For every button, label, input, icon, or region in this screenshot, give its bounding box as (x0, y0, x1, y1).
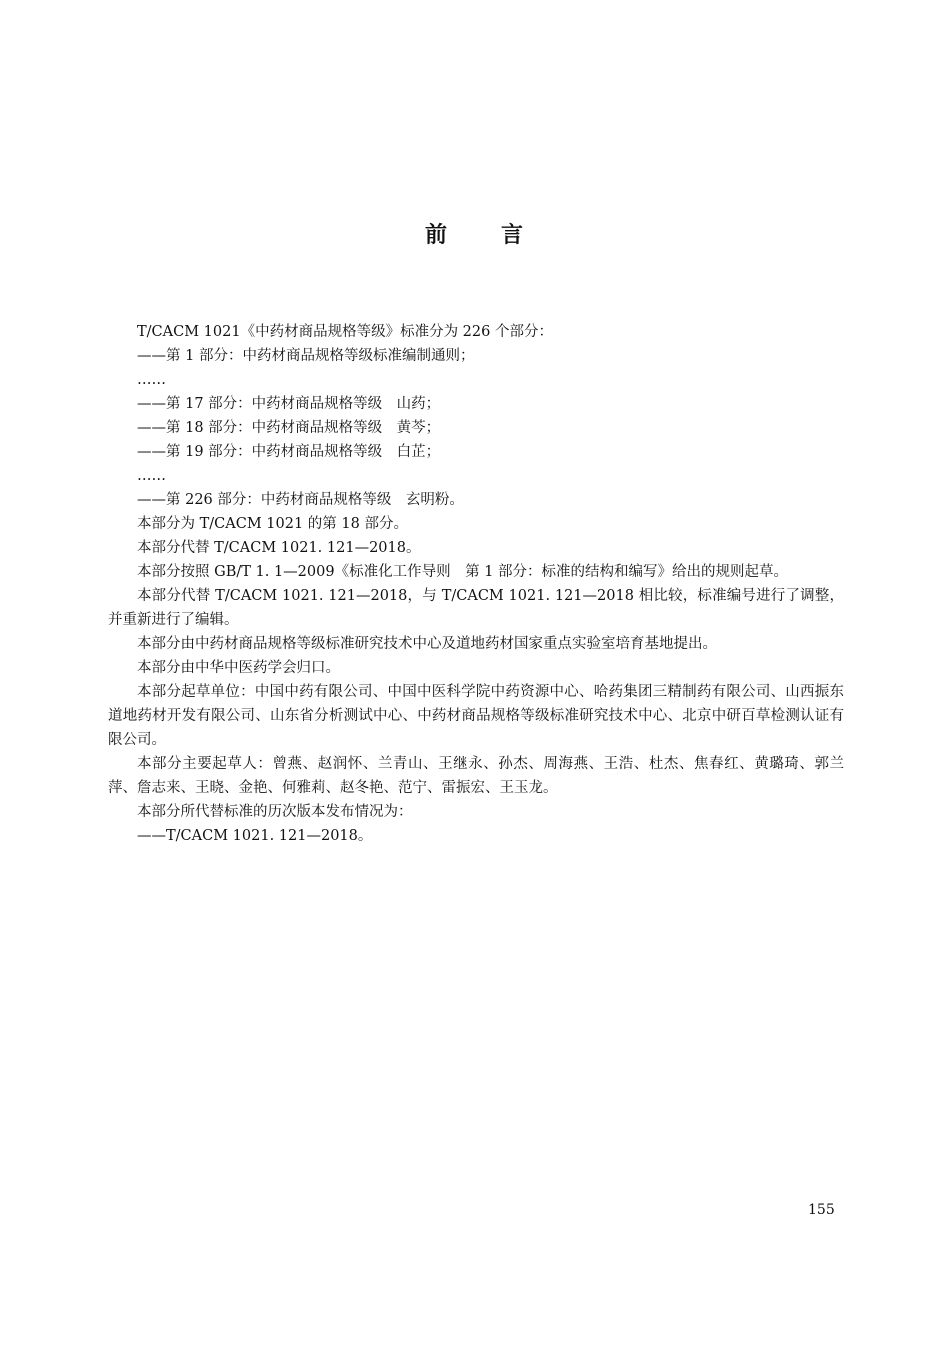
paragraph-drafting-units: 本部分起草单位：中国中药有限公司、中国中医科学院中药资源中心、哈药集团三精制药有限公司、山西振东道地药材开发有限公司、山东省分析测试中心、中药材商品规格等级标准研究技术中心、北京中研百草检测认证有限公司。 (108, 684, 844, 748)
paragraph-drafters: 本部分主要起草人：曾燕、赵润怀、兰青山、王继永、孙杰、周海燕、王浩、杜杰、焦春红、黄璐琦、郭兰萍、詹志来、王晓、金艳、何雅莉、赵冬艳、范宁、雷振宏、王玉龙。 (108, 756, 844, 796)
list-item-part-1: ——第 1 部分：中药材商品规格等级标准编制通则； (137, 348, 475, 364)
title-char-2: 言 (501, 223, 526, 248)
paragraph-parts-intro: T/CACM 1021《中药材商品规格等级》标准分为 226 个部分： (137, 324, 553, 340)
list-item-part-19: ——第 19 部分：中药材商品规格等级 白芷； (137, 444, 441, 460)
list-ellipsis-1: …… (137, 372, 166, 388)
list-item-part-18: ——第 18 部分：中药材商品规格等级 黄芩； (137, 420, 441, 436)
list-item-part-17: ——第 17 部分：中药材商品规格等级 山药； (137, 396, 441, 412)
page-number: 155 (808, 1202, 835, 1218)
paragraph-administered-by: 本部分由中华中医药学会归口。 (137, 660, 340, 676)
title-char-1: 前 (424, 223, 449, 248)
paragraph-part-number: 本部分为 T/CACM 1021 的第 18 部分。 (137, 516, 408, 532)
list-item-history: ——T/CACM 1021. 121—2018。 (137, 828, 373, 844)
paragraph-replaces: 本部分代替 T/CACM 1021. 121—2018。 (137, 540, 421, 556)
paragraph-history-intro: 本部分所代替标准的历次版本发布情况为： (137, 804, 413, 820)
paragraph-changes: 本部分代替 T/CACM 1021. 121—2018，与 T/CACM 1021. 121—2018 相比较，标准编号进行了调整，并重新进行了编辑。 (108, 588, 844, 628)
paragraph-proposed-by: 本部分由中药材商品规格等级标准研究技术中心及道地药材国家重点实验室培育基地提出。 (137, 636, 717, 652)
paragraph-drafting-rules: 本部分按照 GB/T 1. 1—2009《标准化工作导则 第 1 部分：标准的结构和编写》给出的规则起草。 (137, 564, 789, 580)
page-title (0, 218, 950, 249)
foreword-body (108, 320, 844, 848)
list-item-part-226: ——第 226 部分：中药材商品规格等级 玄明粉。 (137, 492, 464, 508)
list-ellipsis-2: …… (137, 468, 166, 484)
